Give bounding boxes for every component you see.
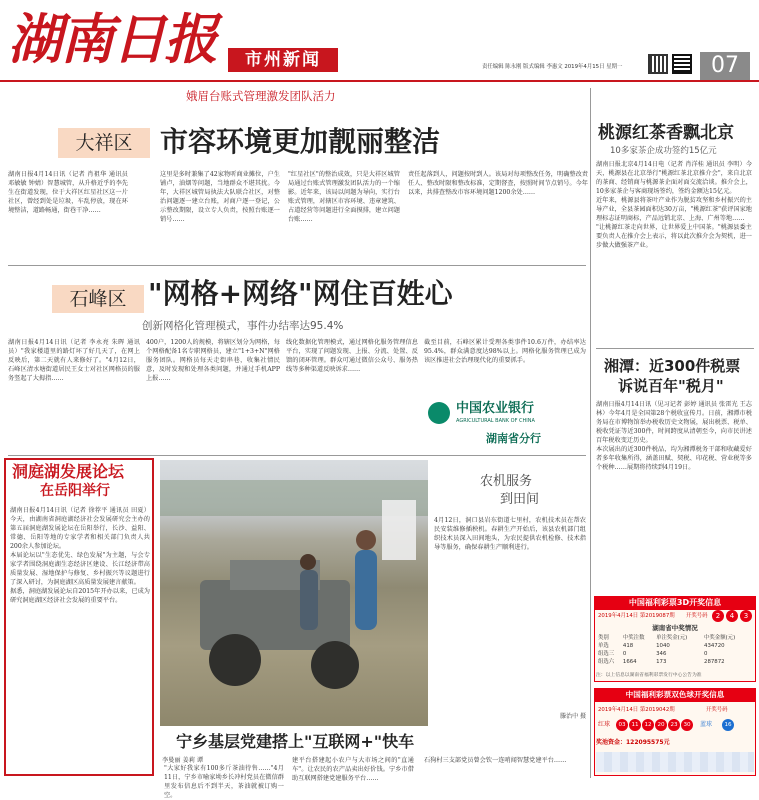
body-ningxiang-col4: 石狗村三支部党员曾会钦一连哨闻智慧党建平台…… bbox=[424, 757, 567, 764]
table-row bbox=[598, 642, 752, 650]
section-title: 市州新闻 bbox=[245, 50, 321, 70]
kicker: 娥眉台账式管理激发团队活力 bbox=[186, 89, 336, 103]
lottery-3d-title: 中国福利彩票3D开奖信息 bbox=[594, 596, 756, 610]
headline-shifeng: "网格+网络"网住百姓心 bbox=[148, 277, 453, 310]
lottery-ssq-pool: 奖池资金：122095575元 bbox=[596, 739, 670, 746]
dongting-title: 洞庭湖发展论坛 bbox=[12, 462, 125, 481]
table-header: 中奖金额(元) bbox=[704, 635, 736, 641]
divider bbox=[8, 455, 586, 456]
lottery-ssq-red-label: 红球 bbox=[598, 721, 611, 728]
lottery-3d-table bbox=[598, 634, 752, 666]
body-shifeng-col3: 线化数据化管理模式，通过网格化服务管理信息平台，实现了问题发现、上报、分流、处置、反馈的闭环管理。群众可通过微信公众号、服务热线等多种渠道反映诉求…… bbox=[286, 339, 418, 373]
body-daxiang-col1: 湖南日报4月14日讯（记者 肖祖华 通讯员 邓敏敏 钟婧）智慧城管，从升格近乎的李先生在街道发现，位于大祥区红星社区这一片社区，曾经到处是垃圾，车乱停放，现在环境整洁，道路畅通，街巷干净…… bbox=[8, 171, 128, 214]
body-daxiang-col4: 责任起落到人，问题按时到人。该局对每项整改任务，明确整改责任人、整改时限和整改标准，定期督查，按照时间节点销号。今年以来，共排查整改市容环境问题1200余处…… bbox=[408, 171, 588, 196]
red-ball: 11 bbox=[629, 719, 641, 731]
table-cell: 1664 bbox=[622, 659, 637, 665]
page-number: 07 bbox=[700, 52, 750, 80]
body-shifeng-col4: 截至目前，石峰区累计受理各类事件10.6万件，办结率达95.4%，群众满意度达98%以上。网格化服务管理已成为该区推进社会治理现代化的重要抓手。 bbox=[424, 339, 586, 364]
table-header: 类别 bbox=[598, 635, 609, 641]
lottery-3d-ball: 2 bbox=[712, 610, 724, 622]
lottery-3d-ball: 3 bbox=[740, 610, 752, 622]
lottery-ssq-draw-label: 开奖号码 bbox=[706, 707, 728, 713]
table-row bbox=[598, 658, 752, 666]
table-cell: 组选六 bbox=[598, 659, 615, 665]
headline-taoyuan: 桃源红茶香飘北京 bbox=[598, 123, 734, 143]
body-shifeng-col2: 400户，1200人的规模，将辖区划分为网格，每个网格配备1名专职网格员，建立"1+3+N"网格服务团队。网格员每天走街串巷，收集社情民意，及时发现和处理各类问题，并通过手机APP上报…… bbox=[146, 339, 280, 382]
body-daxiang-col3: "红星社区"的整治成效，只是大祥区城管局通过台账式管理激发团队活力的一个缩影。近年来，该局以问题为导向，实行台账式管理，对辖区市容环境、违章建筑、占道经营等问题进行全面摸排，建立问题台账…… bbox=[288, 171, 400, 223]
body-taoyuan: 湖南日报北京4月14日电（记者 肖洋桂 通讯员 李明）今天，桃源县在北京举行"桃源红茶北京推介会"，来自北京的茶商、经销商与桃源茶企面对面交流洽谈。推介会上，10多家茶企与客商现场签约，签约金额达15亿元。 近年来，桃源县将茶叶产业作为脱贫攻坚和乡村振兴的主导产业，全县茶园面积达30万亩，"桃源红茶"获评国家地理标志证明商标，产品远销北京、上海、广州等地…… "让桃源红茶走向世界，让世界爱上中国茶。"桃源县委主要负责人在推介会上表示，将以此次推介会为契机，进一步做大做强茶产业。 bbox=[596, 161, 752, 249]
table-cell: 346 bbox=[656, 651, 667, 657]
body-ningxiang-col3: 建平台搭建起小农户与大市场之间的"直通车"。让农民的农产品卖出好价钱。宁乡市借助互联网搭建党建服务平台…… bbox=[292, 757, 414, 782]
abc-logo-icon bbox=[428, 402, 450, 424]
region-tag-daxiang: 大祥区 bbox=[58, 128, 150, 158]
body-xiangtan: 湖南日报4月14日讯（见习记者 彭婷 通讯员 张雷光 王志林）今年4月是全国第28个税收宣传月。日前，湘潭市税务局在市博物馆举办税收历史文物展，展出税票、税单、税收凭证等近300件，时间跨度从清朝至今，向市民讲述百年税收变迁历史。 本次展出的近300件税品，均为湘潭税务干部和收藏爱好者多年收集所得，涵盖田赋、契税、印花税、营业税等多个税种……展期将持续到4月19日。 bbox=[596, 401, 752, 471]
qr-code-left bbox=[648, 54, 668, 74]
table-header: 单注奖金(元) bbox=[656, 635, 688, 641]
red-ball: 03 bbox=[616, 719, 628, 731]
abc-brand-cn: 中国农业银行 bbox=[456, 401, 535, 416]
table-cell: 173 bbox=[656, 659, 667, 665]
photo-credit: 滕治中 摄 bbox=[560, 713, 586, 720]
masthead-rule bbox=[0, 80, 759, 82]
lottery-ssq-title: 中国福利彩票双色球开奖信息 bbox=[594, 688, 756, 702]
column-divider bbox=[590, 88, 591, 778]
red-ball: 20 bbox=[655, 719, 667, 731]
subhead-taoyuan: 10多家茶企成功签约15亿元 bbox=[610, 146, 717, 156]
editor-credits: 责任编辑 陈永刚 版式编辑 李惠文 2019年4月15日 星期一 bbox=[482, 64, 623, 70]
blue-ball: 16 bbox=[722, 719, 734, 731]
qr-code-right bbox=[672, 54, 692, 74]
red-ball: 30 bbox=[681, 719, 693, 731]
abc-brand-en: AGRICULTURAL BANK OF CHINA bbox=[456, 418, 535, 424]
red-ball: 23 bbox=[668, 719, 680, 731]
lottery-3d-note: 注：以上信息以湖南省福利彩票发行中心公告为准 bbox=[596, 673, 702, 678]
body-ningxiang-col1: 李曼丽 姜莉 谭 bbox=[162, 757, 204, 764]
divider bbox=[596, 348, 754, 349]
body-ningxiang-col2: "大家好我家有100多斤茶油待售……"4月11日，宁乡市喻家坳乡长冲村党员在微信群里发布信息后不到半天，茶油就被订购一空。 bbox=[164, 765, 284, 799]
abc-branch: 湖南省分行 bbox=[486, 432, 541, 445]
lottery-ssq-period: 2019年4月14日 第2019042期 bbox=[598, 707, 675, 713]
masthead-logo: 湖南日报 bbox=[8, 7, 216, 71]
red-ball: 12 bbox=[642, 719, 654, 731]
lottery-ssq-blue-label: 蓝球 bbox=[700, 721, 713, 728]
divider bbox=[8, 265, 586, 266]
table-row bbox=[598, 650, 752, 658]
table-cell: 单选 bbox=[598, 643, 609, 649]
photo-tag-line2: 到田间 bbox=[500, 492, 540, 507]
headline-daxiang: 市容环境更加靓丽整洁 bbox=[160, 125, 441, 158]
table-cell: 434720 bbox=[704, 643, 725, 649]
lottery-ssq-band bbox=[596, 752, 754, 772]
lottery-3d-draw-label: 开奖号码 bbox=[686, 613, 708, 619]
headline-xiangtan-line2: 诉说百年"税月" bbox=[618, 377, 724, 395]
headline-ningxiang: 宁乡基层党建搭上"互联网+"快车 bbox=[176, 732, 415, 751]
subhead-shifeng: 创新网格化管理模式，事件办结率达95.4% bbox=[142, 320, 344, 332]
lottery-3d-ball: 4 bbox=[726, 610, 738, 622]
table-cell: 287872 bbox=[704, 659, 725, 665]
lottery-3d-period: 2019年4月14日 第2019087期 bbox=[598, 613, 675, 619]
photo-tag: 农机服务 bbox=[480, 474, 533, 489]
table-cell: 0 bbox=[704, 651, 708, 657]
photo-caption: 4月12日，洞口县岩东街道七里村，农机技术员在帮农民安装维修插秧机。春耕生产开始后，该县农机部门组织技术员深入田间地头，为农民提供农机检修、技术指导等服务，确保春耕生产顺利进行。 bbox=[434, 517, 586, 551]
table-header: 中奖注数 bbox=[622, 635, 645, 641]
table-cell: 组选三 bbox=[598, 651, 615, 657]
headline-xiangtan: 湘潭：近300件税票 bbox=[604, 357, 741, 375]
news-photo bbox=[160, 460, 428, 726]
table-cell: 0 bbox=[622, 651, 627, 657]
photo-scene bbox=[160, 460, 428, 726]
dongting-title-line2: 在岳阳举行 bbox=[40, 483, 110, 499]
region-tag-shifeng: 石峰区 bbox=[52, 285, 144, 313]
body-daxiang-col2: 这里是多时兼集了42家物听商业摊位，户生铺卢，油烟等问题，当地群众不堪其扰。今年，大祥区城管局执法大队联合社区，对整治问题逐一建立台账，对商户逐一登记，公示整改期限，设立专人负责，按照台账逐一销号…… bbox=[160, 171, 280, 223]
table-cell: 1040 bbox=[656, 643, 670, 649]
lottery-3d-subtitle: 湖南省中奖情况 bbox=[652, 624, 698, 632]
body-dongting: 湖南日报4月14日讯（记者 徐荐平 通讯员 田夏）今天，由湖南省洞庭湖经济社会发展研究会主办的第五届洞庭湖发展论坛在岳阳举行，长沙、益阳、常德、岳阳等地的专家学者和相关部门负责人共200余人参加论坛。 本届论坛以"生态优先、绿色发展"为主题，与会专家学者围绕洞庭湖生态经济区建设、长江经济带高质量发展、湿地保护与修复、乡村振兴等议题进行了深入研讨，为洞庭湖区高质量发展建言献策。 据悉，洞庭湖发展论坛自2015年开办以来，已成为研究洞庭湖区经济社会发展的重要平台。 bbox=[10, 507, 150, 604]
body-shifeng-col1: 湖南日报4月14日讯（记者 李永亮 朱晖 通讯员）"我家楼道里的路灯坏了好几天了，在网上反映后，第二天就有人来修好了。"4月12日，石峰区清水塘街道居民王女士对社区网格员的服务竖起了大拇指…… bbox=[8, 339, 140, 382]
table-cell: 418 bbox=[622, 643, 634, 649]
